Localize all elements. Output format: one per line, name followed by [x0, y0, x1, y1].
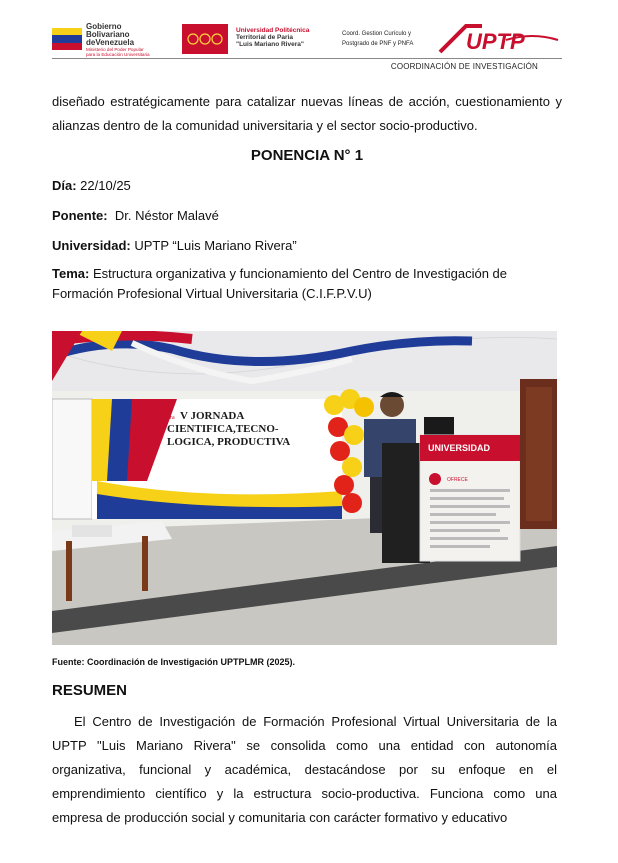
- banner-line: V JORNADA: [180, 410, 245, 422]
- banner-prefix: 1ra: [167, 415, 175, 421]
- univ-line: Territorial de Paria: [236, 34, 293, 41]
- resumen-heading: RESUMEN: [52, 682, 128, 699]
- intro-paragraph: diseñado estratégicamente para catalizar nuevas líneas de acción, cuestionamiento y alianzas dentro de la comunidad universitaria y el sector socio-productivo.: [52, 94, 562, 133]
- ministerio-text: [86, 47, 150, 57]
- resumen-paragraph: El Centro de Investigación de Formación Profesional Virtual Universitaria de la UPTP "Luis Mariano Rivera" se consolida como una entidad con autonomía organizativa, funcional y académica, destacándose por su enfoque en el emprendimiento científico y la estructura socio-productiva. Funciona como una empresa de producción social y comunitaria con carácter formativo y educativo: [52, 714, 557, 825]
- photo-caption: Fuente: Coordinación de Investigación UPTPLMR (2025).: [52, 657, 296, 667]
- banner-line: CIENTIFICA,TECNO-: [167, 423, 279, 435]
- header-divider: [52, 58, 562, 59]
- uptp-logo-text: UPTP: [466, 29, 525, 54]
- coordination-text: [342, 29, 413, 49]
- gov-line: Bolivariano: [86, 30, 130, 39]
- ministerio-line: Ministerio del Poder Popular: [86, 47, 144, 52]
- field-label: Tema:: [52, 266, 90, 281]
- field-ponente: [52, 206, 562, 226]
- field-value: UPTP “Luis Mariano Rivera”: [130, 238, 297, 253]
- institution-emblem-icon: [182, 24, 228, 54]
- rollup-label: OFRECE: [447, 477, 468, 483]
- header-subtitle: COORDINACIÓN DE INVESTIGACIÓN: [390, 62, 538, 71]
- field-tema: [52, 264, 562, 304]
- ministerio-line: para la Educación Universitaria: [86, 52, 150, 57]
- field-label: Ponente:: [52, 208, 108, 223]
- rollup-title: UNIVERSIDAD: [428, 443, 491, 453]
- event-photo: [52, 331, 557, 645]
- coord-line: Postgrado de PNF y PNFA: [342, 41, 414, 47]
- gov-line: deVenezuela: [86, 38, 135, 47]
- venezuela-flag-icon: [52, 28, 82, 50]
- gov-line: Gobierno: [86, 22, 122, 31]
- gobierno-logo: [52, 22, 180, 58]
- page-header: [52, 22, 562, 66]
- banner-line: LOGICA, PRODUCTIVA: [167, 436, 291, 448]
- field-value: Estructura organizativa y funcionamiento del Centro de Investigación de Formación Profesional Virtual Universitaria (C.I.F.P.V.U): [52, 266, 508, 301]
- page-title: PONENCIA N° 1: [250, 147, 364, 164]
- field-value: 22/10/25: [76, 178, 131, 193]
- field-label: Universidad:: [52, 238, 131, 253]
- field-dia: [52, 176, 562, 196]
- coord-line: Coord. Gestion Curículo y: [342, 31, 412, 37]
- field-label: Día:: [52, 178, 77, 193]
- field-value: Dr. Néstor Malavé: [107, 208, 219, 223]
- univ-line: Universidad Politécnica: [236, 27, 310, 34]
- field-universidad: [52, 236, 562, 256]
- university-name: [236, 27, 309, 48]
- uptp-logo: [436, 22, 562, 56]
- univ-line: "Luis Mariano Rivera": [236, 41, 304, 48]
- gobierno-text: [86, 23, 134, 47]
